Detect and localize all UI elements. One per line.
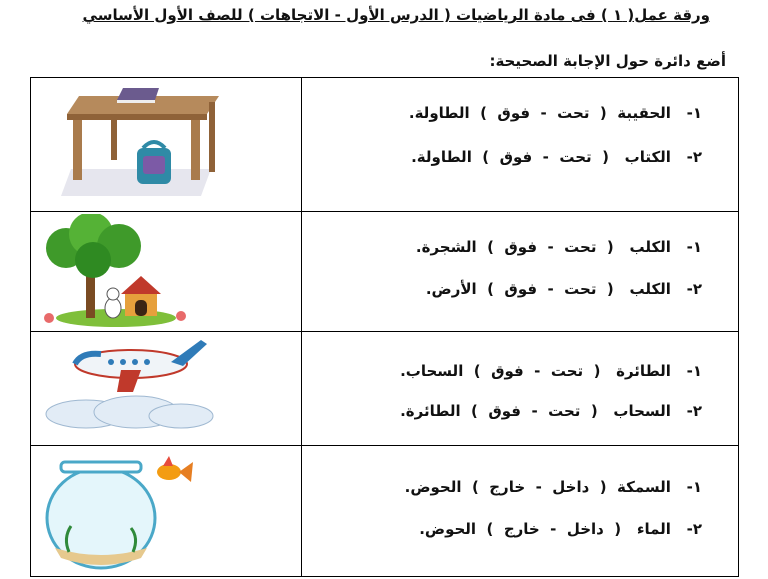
question-text: ٢- الماء ( داخل - خارج ) الحوض. (419, 520, 702, 538)
exercise-table (30, 77, 739, 577)
question-text: ٢- السحاب ( تحت - فوق ) الطائرة. (400, 402, 702, 420)
exercise-row (31, 331, 738, 445)
question-text: ١- السمكة ( داخل - خارج ) الحوض. (404, 478, 702, 496)
table-book-bag-illustration (31, 78, 301, 211)
question-text: ١- الطائرة ( تحت - فوق ) السحاب. (400, 362, 702, 380)
worksheet-title: ورقة عمل( ١ ) فى مادة الرياضيات ( الدرس الأول - الاتجاهات ) للصف الأول الأساسي (82, 6, 710, 24)
tree-doghouse-illustration (31, 212, 301, 331)
exercise-row (31, 78, 738, 211)
exercise-row (31, 445, 738, 576)
question-text: ١- الحقيبة ( تحت - فوق ) الطاولة. (408, 104, 702, 122)
question-text: ٢- الكتاب ( تحت - فوق ) الطاولة. (411, 148, 702, 166)
fishbowl-illustration (31, 446, 301, 576)
question-text: ٢- الكلب ( تحت - فوق ) الأرض. (425, 280, 702, 298)
exercise-row (31, 211, 738, 331)
airplane-clouds-illustration (31, 332, 301, 445)
question-text: ١- الكلب ( تحت - فوق ) الشجرة. (415, 238, 702, 256)
instruction-text: أضع دائرة حول الإجابة الصحيحة: (489, 52, 726, 70)
